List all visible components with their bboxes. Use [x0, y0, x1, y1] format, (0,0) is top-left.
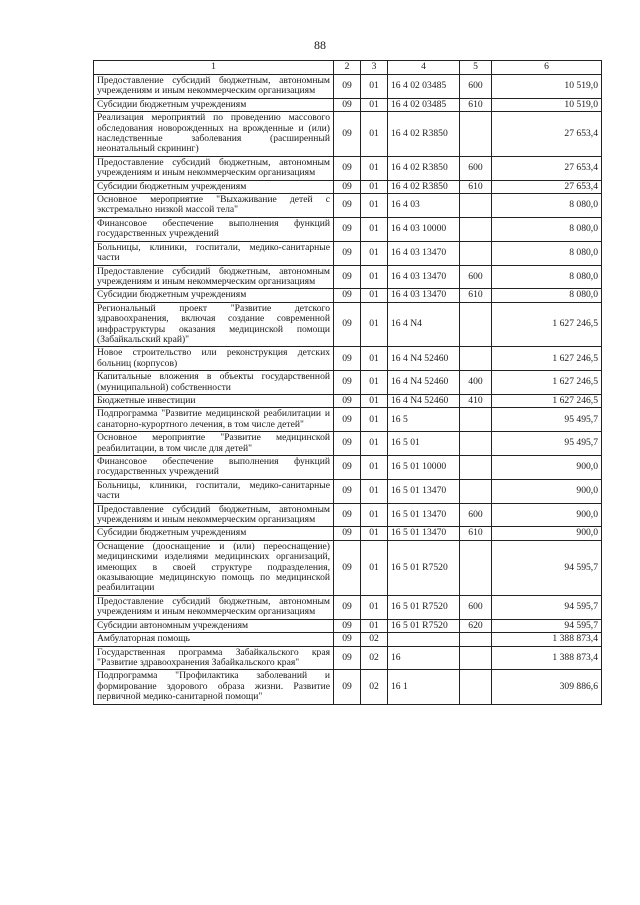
- row-expense-type: [460, 633, 492, 646]
- table-row: [94, 302, 602, 347]
- row-subsection: 01: [361, 432, 388, 456]
- row-name: Предоставление субсидий бюджетным, автономным учреждениям и иным некоммерческим организациям: [94, 75, 334, 99]
- row-name: Предоставление субсидий бюджетным, автономным учреждениям и иным некоммерческим организациям: [94, 156, 334, 180]
- row-name: Субсидии бюджетным учреждениям: [94, 289, 334, 302]
- row-section: 09: [334, 112, 361, 157]
- row-subsection: 01: [361, 347, 388, 371]
- col-header-1: 1: [94, 61, 334, 75]
- row-expense-type: [460, 432, 492, 456]
- row-name: Основное мероприятие "Развитие медицинской реабилитации, в том числе для детей": [94, 432, 334, 456]
- row-name: Предоставление субсидий бюджетным, автономным учреждениям и иным некоммерческим организациям: [94, 595, 334, 619]
- row-subsection: 01: [361, 619, 388, 632]
- table-row: [94, 619, 602, 632]
- row-section: 09: [334, 347, 361, 371]
- row-subsection: 01: [361, 217, 388, 241]
- row-target-code: 16 5: [388, 408, 460, 432]
- row-name: Оснащение (дооснащение и (или) переоснащение) медицинскими изделиями медицинских организаций, имеющих в своей структуре подразделения, оказывающие медицинскую помощь по медицинской реабилитации: [94, 540, 334, 595]
- row-name: Капитальные вложения в объекты государственной (муниципальной) собственности: [94, 371, 334, 395]
- col-header-2: 2: [334, 61, 361, 75]
- row-section: 09: [334, 394, 361, 407]
- table-row: [94, 241, 602, 265]
- row-target-code: 16 4 N4 52460: [388, 347, 460, 371]
- row-name: Субсидии бюджетным учреждениям: [94, 180, 334, 193]
- row-name: Субсидии бюджетным учреждениям: [94, 98, 334, 111]
- row-name: Амбулаторная помощь: [94, 633, 334, 646]
- row-name: Субсидии автономным учреждениям: [94, 619, 334, 632]
- row-subsection: 01: [361, 289, 388, 302]
- row-amount: 10 519,0: [492, 98, 602, 111]
- row-target-code: 16 4 02 R3850: [388, 180, 460, 193]
- row-name: Больницы, клиники, госпитали, медико-санитарные части: [94, 479, 334, 503]
- row-expense-type: 400: [460, 371, 492, 395]
- row-expense-type: [460, 217, 492, 241]
- table-row: [94, 408, 602, 432]
- row-section: 09: [334, 479, 361, 503]
- row-section: 09: [334, 156, 361, 180]
- table-row: [94, 371, 602, 395]
- row-amount: 94 595,7: [492, 619, 602, 632]
- row-amount: 1 627 246,5: [492, 347, 602, 371]
- row-expense-type: [460, 408, 492, 432]
- row-section: 09: [334, 289, 361, 302]
- row-section: 09: [334, 456, 361, 480]
- row-name: Реализация мероприятий по проведению массового обследования новорожденных на врожденные и (или) наследственные заболевания (расширенный неонатальный скрининг): [94, 112, 334, 157]
- row-name: Региональный проект "Развитие детского здравоохранения, включая создание современной инфраструктуры оказания медицинской помощи (Забайкальский край)": [94, 302, 334, 347]
- row-section: 09: [334, 265, 361, 289]
- row-subsection: 01: [361, 595, 388, 619]
- row-name: Государственная программа Забайкальского края "Развитие здравоохранения Забайкальского края": [94, 646, 334, 670]
- row-section: 09: [334, 503, 361, 527]
- row-amount: 27 653,4: [492, 156, 602, 180]
- table-row: [94, 527, 602, 540]
- row-amount: 8 080,0: [492, 194, 602, 218]
- row-target-code: 16 4 03 13470: [388, 265, 460, 289]
- row-subsection: 02: [361, 670, 388, 704]
- row-section: 09: [334, 180, 361, 193]
- row-amount: 95 495,7: [492, 408, 602, 432]
- page-number: 88: [314, 38, 326, 52]
- row-subsection: 02: [361, 646, 388, 670]
- row-expense-type: [460, 456, 492, 480]
- row-target-code: 16 4 03 10000: [388, 217, 460, 241]
- row-expense-type: [460, 540, 492, 595]
- row-amount: 1 388 873,4: [492, 633, 602, 646]
- row-subsection: 02: [361, 633, 388, 646]
- row-name: Предоставление субсидий бюджетным, автономным учреждениям и иным некоммерческим организациям: [94, 265, 334, 289]
- row-expense-type: [460, 112, 492, 157]
- row-expense-type: 410: [460, 394, 492, 407]
- table-row: [94, 217, 602, 241]
- row-amount: 1 388 873,4: [492, 646, 602, 670]
- budget-table: [93, 60, 602, 705]
- row-amount: 8 080,0: [492, 241, 602, 265]
- row-name: Подпрограмма "Развитие медицинской реабилитации и санаторно-курортного лечения, в том числе детей": [94, 408, 334, 432]
- col-header-4: 4: [388, 61, 460, 75]
- col-header-6: 6: [492, 61, 602, 75]
- row-subsection: 01: [361, 394, 388, 407]
- row-subsection: 01: [361, 408, 388, 432]
- row-section: 09: [334, 633, 361, 646]
- row-subsection: 01: [361, 112, 388, 157]
- row-amount: 1 627 246,5: [492, 371, 602, 395]
- row-subsection: 01: [361, 75, 388, 99]
- table-row: [94, 540, 602, 595]
- table-row: [94, 98, 602, 111]
- row-name: Бюджетные инвестиции: [94, 394, 334, 407]
- row-amount: 94 595,7: [492, 595, 602, 619]
- row-section: 09: [334, 619, 361, 632]
- row-expense-type: 600: [460, 595, 492, 619]
- row-amount: 8 080,0: [492, 265, 602, 289]
- row-section: 09: [334, 595, 361, 619]
- row-name: Предоставление субсидий бюджетным, автономным учреждениям и иным некоммерческим организациям: [94, 503, 334, 527]
- row-target-code: 16 4 02 R3850: [388, 156, 460, 180]
- row-amount: 900,0: [492, 503, 602, 527]
- row-subsection: 01: [361, 479, 388, 503]
- col-header-3: 3: [361, 61, 388, 75]
- row-amount: 94 595,7: [492, 540, 602, 595]
- row-name: Новое строительство или реконструкция детских больниц (корпусов): [94, 347, 334, 371]
- row-target-code: [388, 633, 460, 646]
- row-section: 09: [334, 540, 361, 595]
- row-section: 09: [334, 217, 361, 241]
- row-name: Основное мероприятие "Выхаживание детей с экстремально низкой массой тела": [94, 194, 334, 218]
- row-target-code: 16 4 N4: [388, 302, 460, 347]
- row-target-code: 16 4 02 03485: [388, 75, 460, 99]
- row-amount: 8 080,0: [492, 217, 602, 241]
- table-row: [94, 112, 602, 157]
- table-row: [94, 265, 602, 289]
- row-name: Больницы, клиники, госпитали, медико-санитарные части: [94, 241, 334, 265]
- table-row: [94, 595, 602, 619]
- row-amount: 10 519,0: [492, 75, 602, 99]
- row-name: Финансовое обеспечение выполнения функций государственных учреждений: [94, 217, 334, 241]
- row-target-code: 16 4 02 R3850: [388, 112, 460, 157]
- row-expense-type: 620: [460, 619, 492, 632]
- row-target-code: 16 5 01 R7520: [388, 619, 460, 632]
- row-target-code: 16 4 02 03485: [388, 98, 460, 111]
- row-target-code: 16 4 N4 52460: [388, 371, 460, 395]
- row-target-code: 16 1: [388, 670, 460, 704]
- row-section: 09: [334, 75, 361, 99]
- row-subsection: 01: [361, 156, 388, 180]
- row-target-code: 16 5 01 10000: [388, 456, 460, 480]
- table-row: [94, 194, 602, 218]
- row-expense-type: 600: [460, 265, 492, 289]
- row-section: 09: [334, 194, 361, 218]
- row-section: 09: [334, 527, 361, 540]
- row-target-code: 16 5 01: [388, 432, 460, 456]
- row-amount: 900,0: [492, 527, 602, 540]
- row-amount: 900,0: [492, 456, 602, 480]
- row-amount: 900,0: [492, 479, 602, 503]
- row-subsection: 01: [361, 527, 388, 540]
- row-target-code: 16 4 03: [388, 194, 460, 218]
- row-section: 09: [334, 670, 361, 704]
- row-name: Подпрограмма "Профилактика заболеваний и формирование здорового образа жизни. Развитие первичной медико-санитарной помощи": [94, 670, 334, 704]
- table-row: [94, 432, 602, 456]
- row-section: 09: [334, 432, 361, 456]
- row-subsection: 01: [361, 265, 388, 289]
- row-amount: 1 627 246,5: [492, 394, 602, 407]
- row-expense-type: 610: [460, 180, 492, 193]
- row-section: 09: [334, 241, 361, 265]
- row-amount: 27 653,4: [492, 112, 602, 157]
- row-subsection: 01: [361, 371, 388, 395]
- table-row: [94, 180, 602, 193]
- col-header-5: 5: [460, 61, 492, 75]
- row-amount: 309 886,6: [492, 670, 602, 704]
- row-section: 09: [334, 371, 361, 395]
- row-expense-type: 610: [460, 527, 492, 540]
- row-target-code: 16 5 01 R7520: [388, 595, 460, 619]
- row-amount: 27 653,4: [492, 180, 602, 193]
- row-expense-type: [460, 302, 492, 347]
- table-row: [94, 479, 602, 503]
- row-subsection: 01: [361, 503, 388, 527]
- row-target-code: 16 4 03 13470: [388, 289, 460, 302]
- table-row: [94, 456, 602, 480]
- row-target-code: 16 4 03 13470: [388, 241, 460, 265]
- row-section: 09: [334, 98, 361, 111]
- row-expense-type: 600: [460, 503, 492, 527]
- row-section: 09: [334, 302, 361, 347]
- row-expense-type: [460, 194, 492, 218]
- row-target-code: 16 5 01 R7520: [388, 540, 460, 595]
- row-expense-type: [460, 646, 492, 670]
- row-amount: 1 627 246,5: [492, 302, 602, 347]
- table-row: [94, 646, 602, 670]
- row-target-code: 16 4 N4 52460: [388, 394, 460, 407]
- row-subsection: 01: [361, 540, 388, 595]
- row-target-code: 16 5 01 13470: [388, 503, 460, 527]
- table-row: [94, 347, 602, 371]
- row-expense-type: 610: [460, 98, 492, 111]
- row-expense-type: [460, 347, 492, 371]
- row-expense-type: [460, 670, 492, 704]
- row-target-code: 16 5 01 13470: [388, 479, 460, 503]
- row-section: 09: [334, 646, 361, 670]
- row-expense-type: 600: [460, 75, 492, 99]
- table-row: [94, 670, 602, 704]
- row-name: Субсидии бюджетным учреждениям: [94, 527, 334, 540]
- row-subsection: 01: [361, 456, 388, 480]
- row-subsection: 01: [361, 302, 388, 347]
- table-row: [94, 394, 602, 407]
- table-row: [94, 75, 602, 99]
- row-expense-type: 610: [460, 289, 492, 302]
- row-target-code: 16: [388, 646, 460, 670]
- row-amount: 8 080,0: [492, 289, 602, 302]
- row-subsection: 01: [361, 98, 388, 111]
- header-row: [94, 61, 602, 75]
- row-expense-type: 600: [460, 156, 492, 180]
- row-subsection: 01: [361, 194, 388, 218]
- row-section: 09: [334, 408, 361, 432]
- row-expense-type: [460, 241, 492, 265]
- row-target-code: 16 5 01 13470: [388, 527, 460, 540]
- table-row: [94, 156, 602, 180]
- row-expense-type: [460, 479, 492, 503]
- row-subsection: 01: [361, 241, 388, 265]
- table-row: [94, 633, 602, 646]
- row-name: Финансовое обеспечение выполнения функций государственных учреждений: [94, 456, 334, 480]
- table-row: [94, 289, 602, 302]
- row-subsection: 01: [361, 180, 388, 193]
- table-row: [94, 503, 602, 527]
- row-amount: 95 495,7: [492, 432, 602, 456]
